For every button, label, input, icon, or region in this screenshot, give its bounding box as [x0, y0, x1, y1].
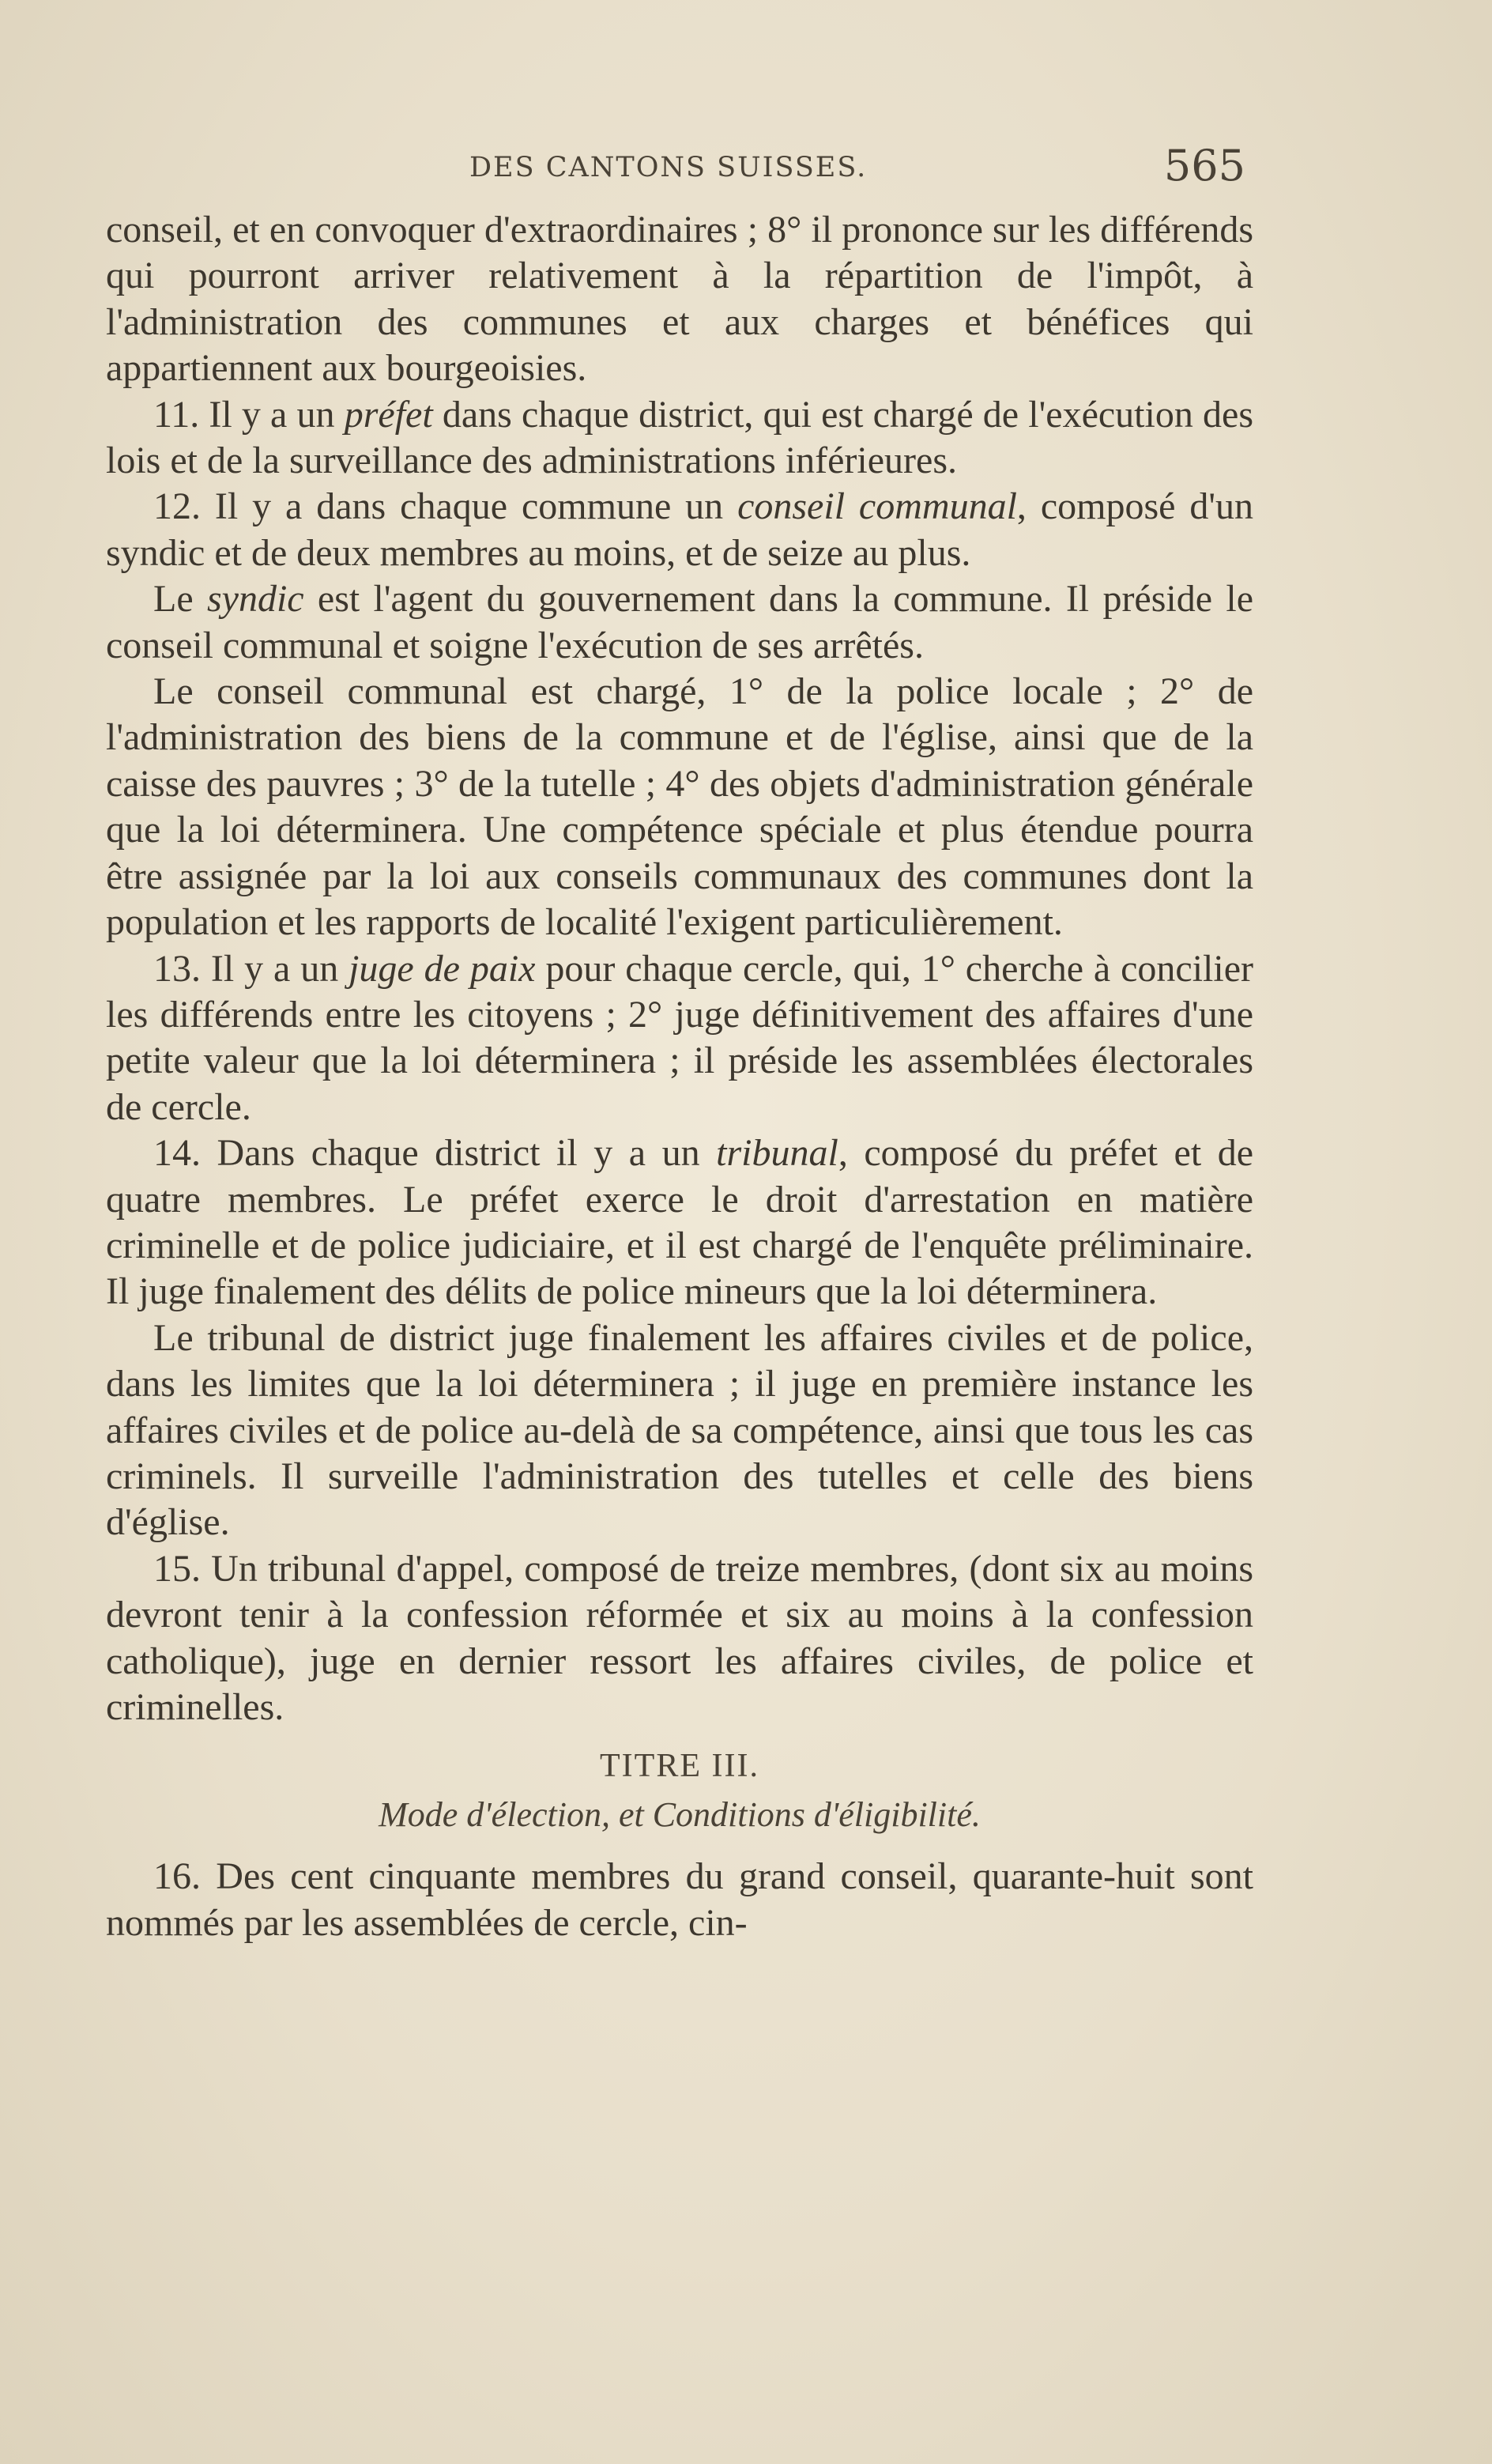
section-title: TITRE III.: [600, 1748, 759, 1785]
paragraph: Le conseil communal est chargé, 1° de la police locale ; 2° de l'administration des biens de la commune et de l'église, ainsi que de la caisse des pauvres ; 3° de la tutelle ; 4° des objets d'administration générale que la loi déterminera. Une compétence spéciale et plus étendue pourra être assignée par la loi aux conseils communaux des communes dont la population et les rapports de localité l'exigent particulièrement.: [106, 670, 1253, 944]
emphasis-term: syndic: [206, 578, 304, 621]
paragraph-text: , composé du préfet et de quatre membres. Le préfet exerce le droit d'arrestation en matière criminelle et de police judiciaire, et il est chargé de l'enquête préliminaire. Il juge finalement des délits de police mineurs que la loi déterminera.: [106, 1132, 1253, 1313]
paragraph-article-12: [106, 484, 1253, 576]
paragraph-syndic: [106, 576, 1253, 669]
paragraph-text: , composé d'un syndic et de deux membres au moins, et de seize au plus.: [106, 485, 1253, 574]
paragraph-text: dans chaque district, qui est chargé de l'exécution des lois et de la surveillance des administrations inférieures.: [106, 393, 1254, 482]
section-subtitle: Mode d'élection, et Conditions d'éligibilité.: [379, 1795, 981, 1835]
paragraph-text: 14. Dans chaque district il y a un: [153, 1132, 717, 1175]
page-number: 565: [1163, 141, 1245, 191]
page-header: [106, 141, 1253, 196]
paragraph-text: 12. Il y a dans chaque commune un: [153, 485, 738, 528]
paragraph-text: pour chaque cercle, qui, 1° cherche à concilier les différends entre les citoyens ; 2° juge définitivement des affaires d'une petite valeur que la loi déterminera ; il préside les assemblées électorales de cercle.: [106, 947, 1253, 1128]
running-head: DES CANTONS SUISSES.: [469, 152, 868, 183]
paragraph: conseil, et en convoquer d'extraordinaires ; 8° il prononce sur les différends qui pourront arriver relativement à la répartition de l'impôt, à l'administration des communes et aux charges et bénéfices qui appartiennent aux bourgeoisies.: [106, 209, 1253, 390]
paragraph-text: 11. Il y a un: [153, 393, 345, 436]
page-body: [106, 207, 1253, 1946]
emphasis-term: conseil communal: [737, 485, 1017, 528]
paragraph-article-15: 15. Un tribunal d'appel, composé de treize membres, (dont six au moins devront tenir à la confession réformée et six au moins à la confession catholique), juge en dernier ressort les affaires civiles, de police et criminelles.: [106, 1547, 1253, 1728]
paragraph-text: Le: [153, 578, 207, 621]
emphasis-term: tribunal: [716, 1132, 838, 1175]
paragraph-article-16: 16. Des cent cinquante membres du grand conseil, quarante-huit sont nommés par les assemblées de cercle, cin-: [106, 1855, 1253, 1944]
emphasis-term: juge de paix: [349, 947, 536, 990]
emphasis-term: préfet: [344, 393, 433, 436]
paragraph-article-13: [106, 946, 1253, 1131]
paragraph-text: 13. Il y a un: [153, 947, 349, 990]
paragraph: Le tribunal de district juge finalement les affaires civiles et de police, dans les limites que la loi déterminera ; il juge en première instance les affaires civiles et de police au-delà de sa compétence, ainsi que tous les cas criminels. Il surveille l'administration des tutelles et celle des biens d'église.: [106, 1316, 1253, 1544]
paragraph-article-14: [106, 1130, 1253, 1315]
paragraph-text: est l'agent du gouvernement dans la commune. Il préside le conseil communal et soigne l'exécution de ses arrêtés.: [106, 578, 1254, 666]
paragraph-article-11: [106, 392, 1253, 485]
section-title-block: [106, 1741, 1253, 1840]
